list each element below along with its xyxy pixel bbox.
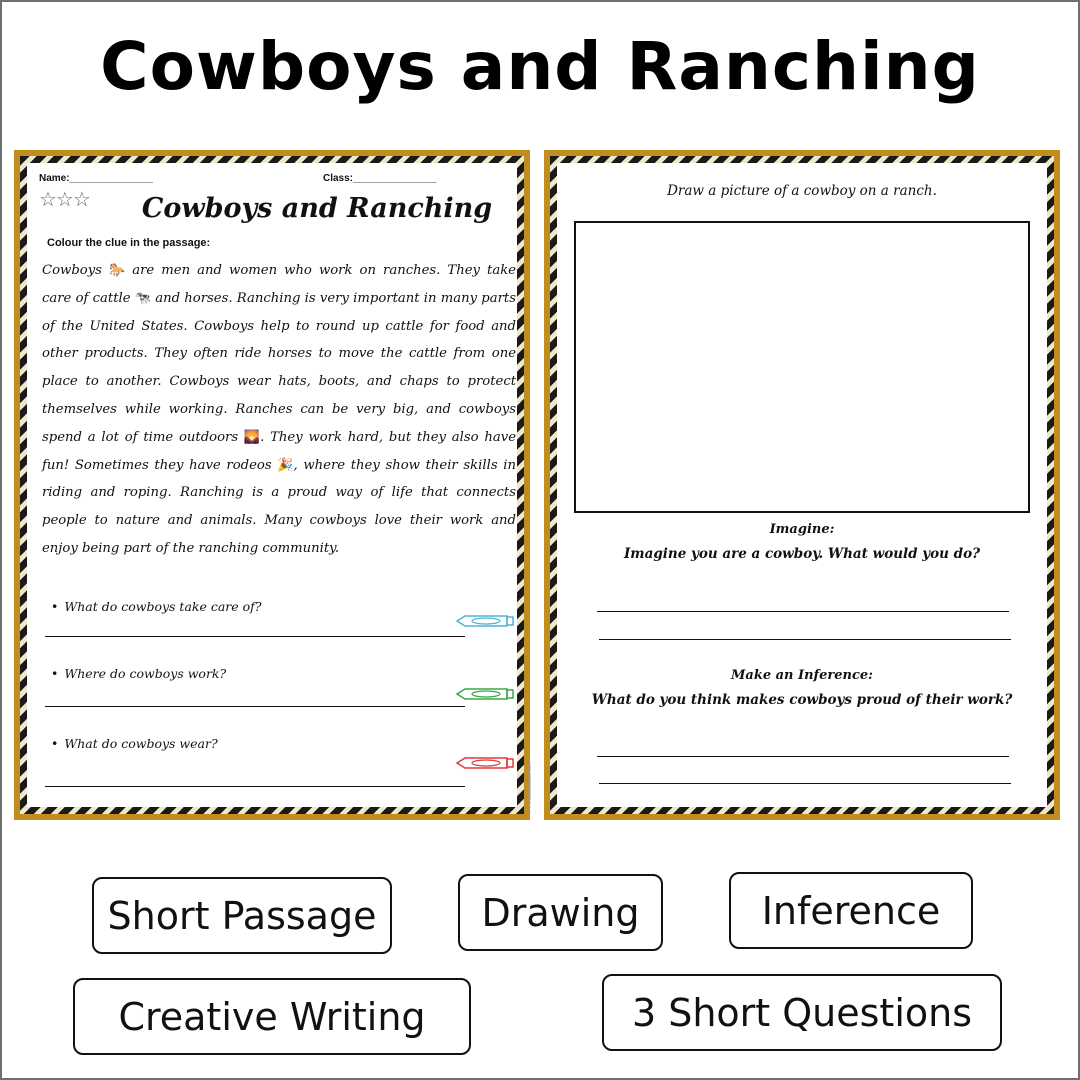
imagine-question: Imagine you are a cowboy. What would you do? xyxy=(623,546,981,562)
answer-line[interactable] xyxy=(597,611,1009,612)
passage-text: , where they show their skills in riding and roping. Ranching is a proud way of life that connects people to nature and animals. Many cowboys love their work and enjoy being part of the ranching community. xyxy=(42,457,516,556)
crayon-icon xyxy=(455,687,515,701)
horse-icon: 🐎 xyxy=(109,263,126,278)
dashed-border xyxy=(550,156,1054,814)
question-item xyxy=(51,736,218,751)
page-content xyxy=(27,163,533,813)
dashed-border xyxy=(20,156,533,814)
tag-drawing: Drawing xyxy=(458,874,663,951)
question-text: What do cowboys wear? xyxy=(64,736,218,751)
passage-text: . They work hard, but they also have fun! Sometimes they have rodeos xyxy=(42,429,516,473)
worksheet-page-activities xyxy=(544,150,1060,820)
watermark-text: © PrintableBazaar.com xyxy=(527,761,533,813)
question-item xyxy=(51,599,262,614)
crayon-icon xyxy=(455,756,515,770)
tag-inference: Inference xyxy=(729,872,973,949)
inference-question: What do you think makes cowboys proud of their work? xyxy=(591,692,1013,708)
class-field-label: Class:_______________ xyxy=(323,173,437,184)
party-popper-icon: 🎉 xyxy=(277,457,294,473)
inference-heading: Make an Inference: xyxy=(731,668,873,683)
tag-3-short-questions: 3 Short Questions xyxy=(602,974,1002,1051)
main-title: Cowboys and Ranching xyxy=(100,28,980,105)
question-text: Where do cowboys work? xyxy=(64,666,227,681)
bullet: • xyxy=(51,666,59,681)
crayon-end xyxy=(507,690,513,698)
passage-text: Cowboys xyxy=(42,263,102,278)
crayon-label xyxy=(472,618,500,624)
answer-line[interactable] xyxy=(45,786,465,787)
passage-text: are men and women who work on ranches. They take care of cattle xyxy=(42,263,516,306)
cow-icon: 🐄 xyxy=(134,290,151,306)
question-text: What do cowboys take care of? xyxy=(64,599,262,614)
tag-creative-writing: Creative Writing xyxy=(73,978,471,1055)
rating-stars-icon: ☆☆☆ xyxy=(39,189,90,211)
question-item xyxy=(51,666,226,681)
tag-short-passage: Short Passage xyxy=(92,877,392,954)
crayon-label xyxy=(472,760,500,766)
imagine-heading: Imagine: xyxy=(769,522,835,537)
worksheet-page-passage xyxy=(14,150,533,820)
answer-line[interactable] xyxy=(45,706,465,707)
watermark xyxy=(527,723,535,813)
answer-line[interactable] xyxy=(599,783,1011,784)
answer-line[interactable] xyxy=(597,756,1009,757)
reading-passage xyxy=(42,257,516,563)
instruction-text: Colour the clue in the passage: xyxy=(47,237,211,249)
bullet: • xyxy=(51,599,59,614)
name-field-label: Name:_______________ xyxy=(39,173,153,184)
crayon-label xyxy=(472,691,500,697)
drawing-box[interactable] xyxy=(574,221,1030,513)
crayon-icon xyxy=(455,614,515,628)
crayon-end xyxy=(507,617,513,625)
answer-line[interactable] xyxy=(599,639,1011,640)
worksheet-title: Cowboys and Ranching xyxy=(141,193,493,224)
passage-text: and horses. Ranching is very important in many parts of the United States. Cowboys help to round up cattle for food and other products. They often ride horses to move the cattle from one place to another. Cowboys wear hats, boots, and chaps to protect themselves while working. Ranches can be very big, and cowboys spend a lot of time outdoors xyxy=(42,290,516,445)
bullet: • xyxy=(51,736,59,751)
crayon-end xyxy=(507,759,513,767)
page-content xyxy=(557,163,1047,807)
sunrise-mountains-icon: 🌄 xyxy=(243,429,261,445)
answer-line[interactable] xyxy=(45,636,465,637)
draw-prompt: Draw a picture of a cowboy on a ranch. xyxy=(667,183,937,199)
